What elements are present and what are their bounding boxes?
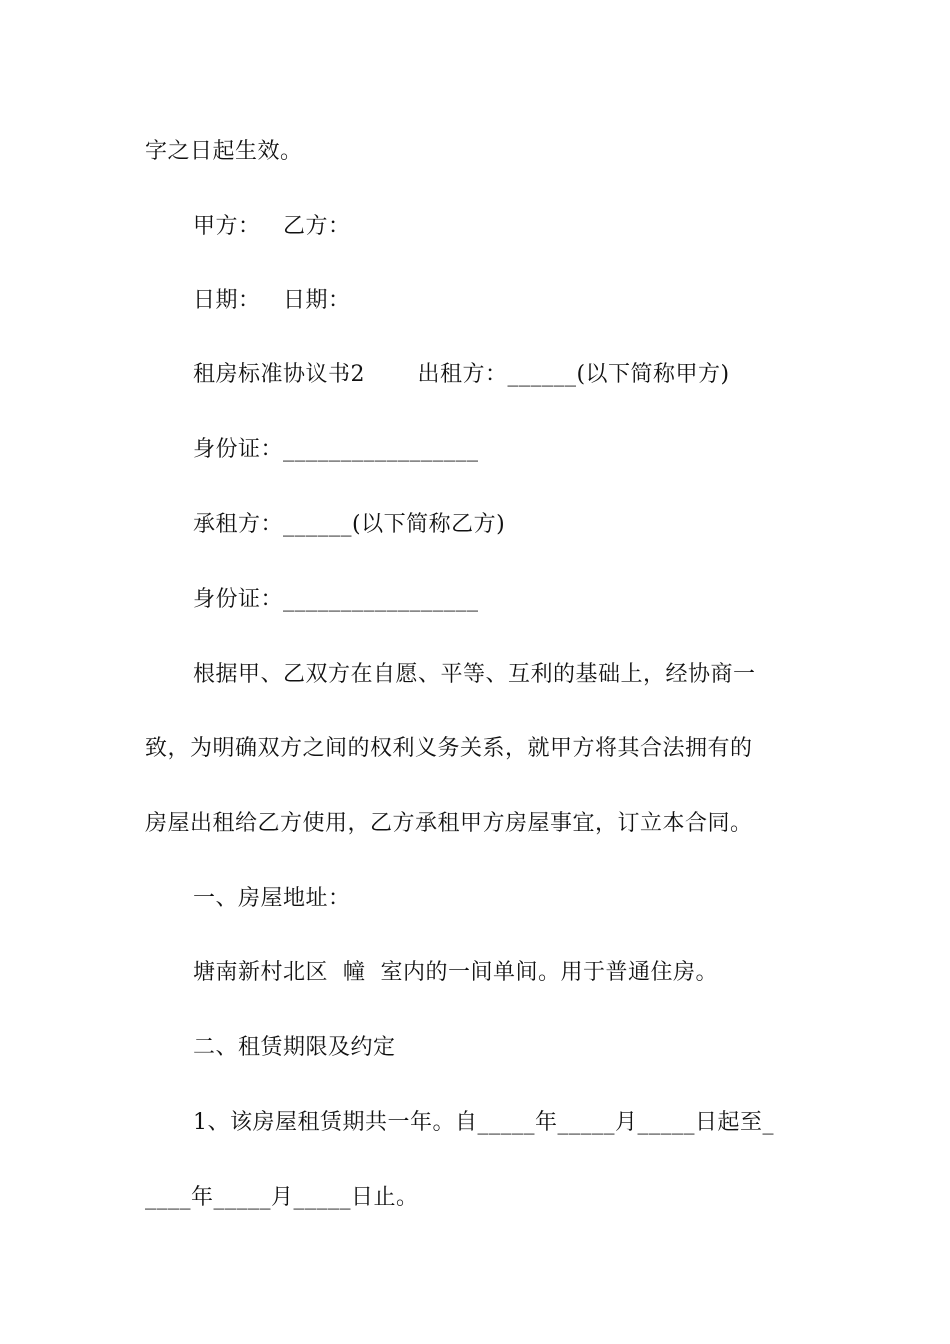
text-line-term-2: ____年_____月_____日止。 [145,1185,419,1210]
text-line-lessor-id: 身份证：_________________ [193,437,479,462]
text-line-preamble-2: 致，为明确双方之间的权利义务关系，就甲方将其合法拥有的 [145,736,753,761]
text-line-term-1: 1、该房屋租赁期共一年。自_____年_____月_____日起至_ [193,1110,774,1135]
section-heading-address: 一、房屋地址： [193,886,351,911]
section-heading-term: 二、租赁期限及约定 [193,1035,396,1060]
text-line-address: 塘南新村北区 幢 室内的一间单间。用于普通住房。 [193,960,718,985]
text-line-preamble-1: 根据甲、乙双方在自愿、平等、互利的基础上，经协商一 [193,662,756,687]
text-line-dates: 日期： 日期： [193,288,351,313]
text-line-lessee-id: 身份证：_________________ [193,587,479,612]
text-line-agreement-title-lessor: 租房标准协议书2 出租方：______(以下简称甲方) [193,362,730,387]
text-line-lessee: 承租方：______(以下简称乙方) [193,512,506,537]
text-line-parties: 甲方： 乙方： [193,214,351,239]
text-line-effective: 字之日起生效。 [145,139,303,164]
text-line-preamble-3: 房屋出租给乙方使用，乙方承租甲方房屋事宜，订立本合同。 [145,811,753,836]
